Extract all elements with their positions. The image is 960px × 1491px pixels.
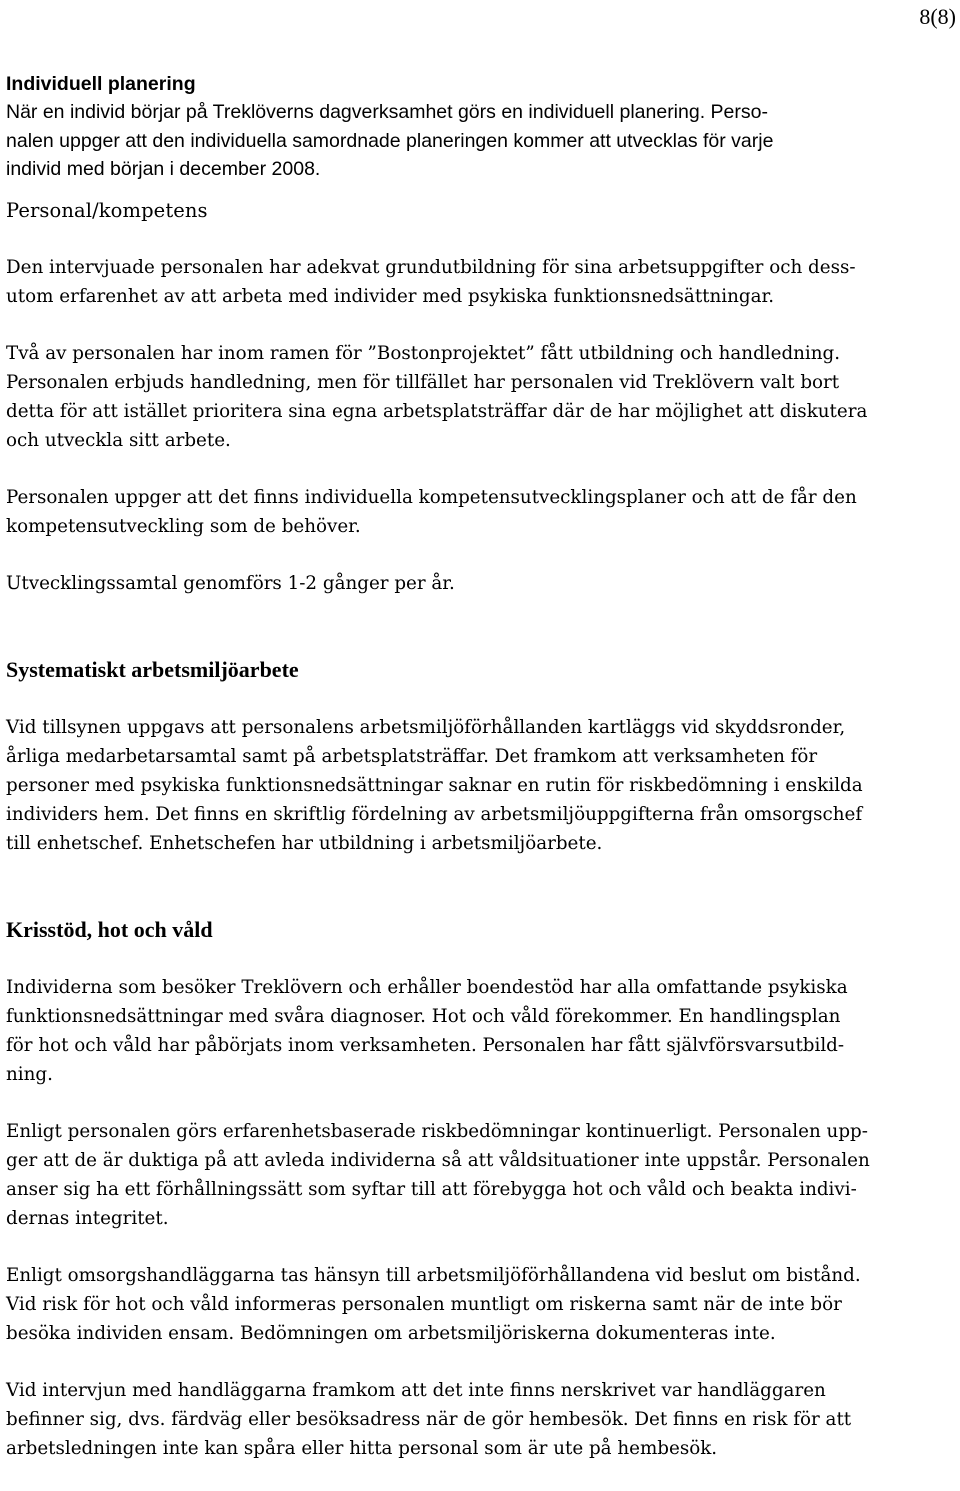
text-line: Vid intervjun med handläggarna framkom att det inte finns nerskrivet var handläggaren — [6, 1379, 826, 1401]
text-line: besöka individen ensam. Bedömningen om arbetsmiljöriskerna dokumenteras inte. — [6, 1322, 776, 1344]
section-krisstod-hot-och-vald — [6, 915, 954, 1463]
paragraph-arbetsmiljo-1 — [6, 713, 954, 858]
heading-individuell-planering: Individuell planering — [6, 73, 196, 95]
text-line: detta för att istället prioritera sina egna arbetsplatsträffar där de har möjlighet att diskutera — [6, 400, 868, 422]
text-line: kompetensutveckling som de behöver. — [6, 515, 361, 537]
text-line: funktionsnedsättningar med svåra diagnoser. Hot och våld förekommer. En handlingsplan — [6, 1005, 841, 1027]
text-line: utom erfarenhet av att arbeta med individer med psykiska funktionsnedsättningar. — [6, 285, 775, 307]
text-line: ning. — [6, 1063, 53, 1085]
heading-personal-kompetens: Personal/kompetens — [6, 198, 208, 222]
text-line: Enligt personalen görs erfarenhetsbaserade riskbedömningar kontinuerligt. Personalen upp- — [6, 1120, 868, 1142]
heading-systematiskt-arbetsmiljoarbete: Systematiskt arbetsmiljöarbete — [6, 656, 299, 682]
paragraph-personal-2 — [6, 339, 954, 455]
text-line: Vid tillsynen uppgavs att personalens arbetsmiljöförhållanden kartläggs vid skyddsronder, — [6, 716, 846, 738]
text-line: till enhetschef. Enhetschefen har utbildning i arbetsmiljöarbete. — [6, 832, 603, 854]
section-individuell-planering — [6, 70, 954, 184]
text-line: ger att de är duktiga på att avleda individerna så att våldsituationer inte uppstår. Personalen — [6, 1149, 870, 1171]
paragraph-individuell-planering — [6, 98, 954, 184]
text-line: individers hem. Det finns en skriftlig fördelning av arbetsmiljöuppgifterna från omsorgschef — [6, 803, 863, 825]
text-line: Två av personalen har inom ramen för ”Bostonprojektet” fått utbildning och handledning. — [6, 342, 841, 364]
text-line: Personalen erbjuds handledning, men för tillfället har personalen vid Treklövern valt bort — [6, 371, 840, 393]
text-line: Personalen uppger att det finns individuella kompetensutvecklingsplaner och att de får den — [6, 486, 857, 508]
text-line: och utveckla sitt arbete. — [6, 429, 231, 451]
text-line: anser sig ha ett förhållningssätt som syftar till att förebygga hot och våld och beakta indivi- — [6, 1178, 857, 1200]
text-line: Den intervjuade personalen har adekvat grundutbildning för sina arbetsuppgifter och dess- — [6, 256, 856, 278]
text-line: för hot och våld har påbörjats inom verksamheten. Personalen har fått självförsvarsutbild- — [6, 1034, 845, 1056]
text-line: Vid risk för hot och våld informeras personalen muntligt om riskerna samt när de inte bör — [6, 1293, 842, 1315]
section-systematiskt-arbetsmiljoarbete — [6, 655, 954, 858]
text-line: Enligt omsorgshandläggarna tas hänsyn till arbetsmiljöförhållandena vid beslut om bistånd. — [6, 1264, 861, 1286]
heading-krisstod-hot-och-vald: Krisstöd, hot och våld — [6, 916, 213, 942]
document-body — [6, 70, 954, 1463]
text-line: dernas integritet. — [6, 1207, 169, 1229]
text-line: befinner sig, dvs. färdväg eller besöksadress när de gör hembesök. Det finns en risk för att — [6, 1408, 852, 1430]
text-line: personer med psykiska funktionsnedsättningar saknar en rutin för riskbedömning i enskilda — [6, 774, 863, 796]
section-personal-kompetens — [6, 196, 954, 598]
text-line: När en individ börjar på Treklöverns dagverksamhet görs en individuell planering. Perso- — [6, 101, 768, 123]
paragraph-krisstod-4 — [6, 1376, 954, 1463]
text-line: årliga medarbetarsamtal samt på arbetsplatsträffar. Det framkom att verksamheten för — [6, 745, 818, 767]
page-number: 8(8) — [919, 4, 956, 29]
paragraph-krisstod-3 — [6, 1261, 954, 1348]
text-line: arbetsledningen inte kan spåra eller hitta personal som är ute på hembesök. — [6, 1437, 718, 1459]
paragraph-krisstod-1 — [6, 973, 954, 1089]
paragraph-personal-3 — [6, 483, 954, 541]
paragraph-personal-1 — [6, 253, 954, 311]
text-line: nalen uppger att den individuella samordnade planeringen kommer att utvecklas för varje — [6, 129, 774, 152]
paragraph-krisstod-2 — [6, 1117, 954, 1233]
paragraph-personal-4 — [6, 569, 954, 598]
text-line: individ med början i december 2008. — [6, 158, 321, 180]
text-line: Utvecklingssamtal genomförs 1-2 gånger per år. — [6, 572, 455, 594]
text-line: Individerna som besöker Treklövern och erhåller boendestöd har alla omfattande psykiska — [6, 976, 848, 998]
